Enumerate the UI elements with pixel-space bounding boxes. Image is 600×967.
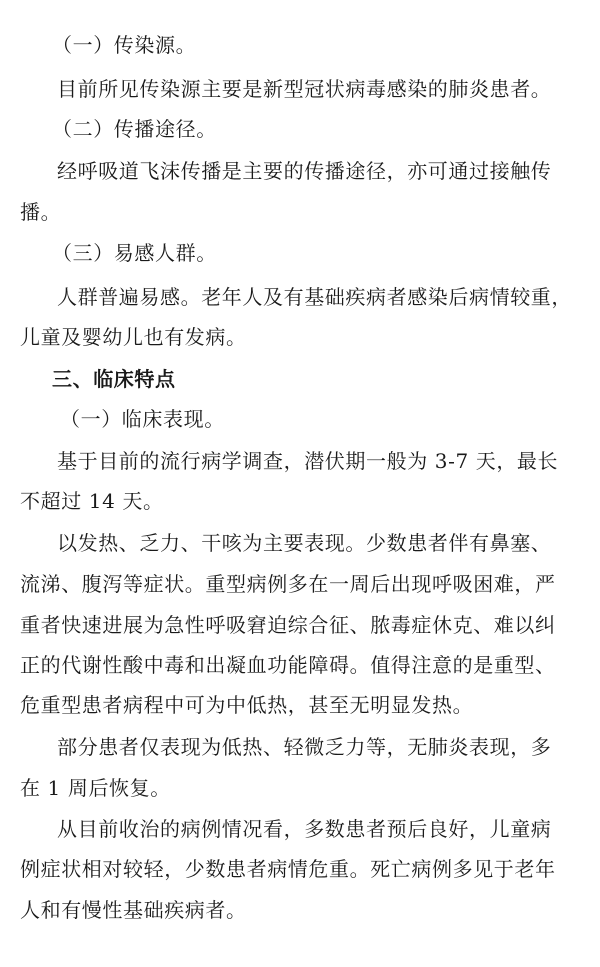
subsection-heading-clinical-manifestation: （一）临床表现。 xyxy=(60,407,225,431)
section-heading-clinical-features: 三、临床特点 xyxy=(52,367,176,391)
paragraph-line: 经呼吸道飞沫传播是主要的传播途径，亦可通过接触传 xyxy=(57,159,552,183)
paragraph-line: 例症状相对较轻，少数患者病情危重。死亡病例多见于老年 xyxy=(20,857,556,881)
paragraph-line: 播。 xyxy=(20,200,62,224)
paragraph-line: 危重型患者病程中可为中低热，甚至无明显发热。 xyxy=(20,693,474,717)
paragraph-line: 从目前收治的病例情况看，多数患者预后良好，儿童病 xyxy=(57,817,552,841)
paragraph-line: 目前所见传染源主要是新型冠状病毒感染的肺炎患者。 xyxy=(57,77,552,101)
paragraph-line: 儿童及婴幼儿也有发病。 xyxy=(20,325,247,349)
paragraph-line: 人群普遍易感。老年人及有基础疾病者感染后病情较重， xyxy=(57,285,572,309)
paragraph-line: 重者快速进展为急性呼吸窘迫综合征、脓毒症休克、难以纠 xyxy=(20,613,556,637)
paragraph-line: 不超过 14 天。 xyxy=(20,489,164,513)
paragraph-line: 人和有慢性基础疾病者。 xyxy=(20,898,247,922)
paragraph-line: 以发热、乏力、干咳为主要表现。少数患者伴有鼻塞、 xyxy=(57,531,552,555)
subsection-heading-susceptible-population: （三）易感人群。 xyxy=(52,241,217,265)
paragraph-line: 部分患者仅表现为低热、轻微乏力等，无肺炎表现，多 xyxy=(57,735,552,759)
paragraph-line: 基于目前的流行病学调查，潜伏期一般为 3-7 天，最长 xyxy=(57,449,559,473)
paragraph-line: 正的代谢性酸中毒和出凝血功能障碍。值得注意的是重型、 xyxy=(20,653,556,677)
subsection-heading-infection-source: （一）传染源。 xyxy=(52,33,197,57)
paragraph-line: 流涕、腹泻等症状。重型病例多在一周后出现呼吸困难，严 xyxy=(20,572,556,596)
paragraph-line: 在 1 周后恢复。 xyxy=(20,776,171,800)
subsection-heading-transmission-route: （二）传播途径。 xyxy=(52,117,217,141)
